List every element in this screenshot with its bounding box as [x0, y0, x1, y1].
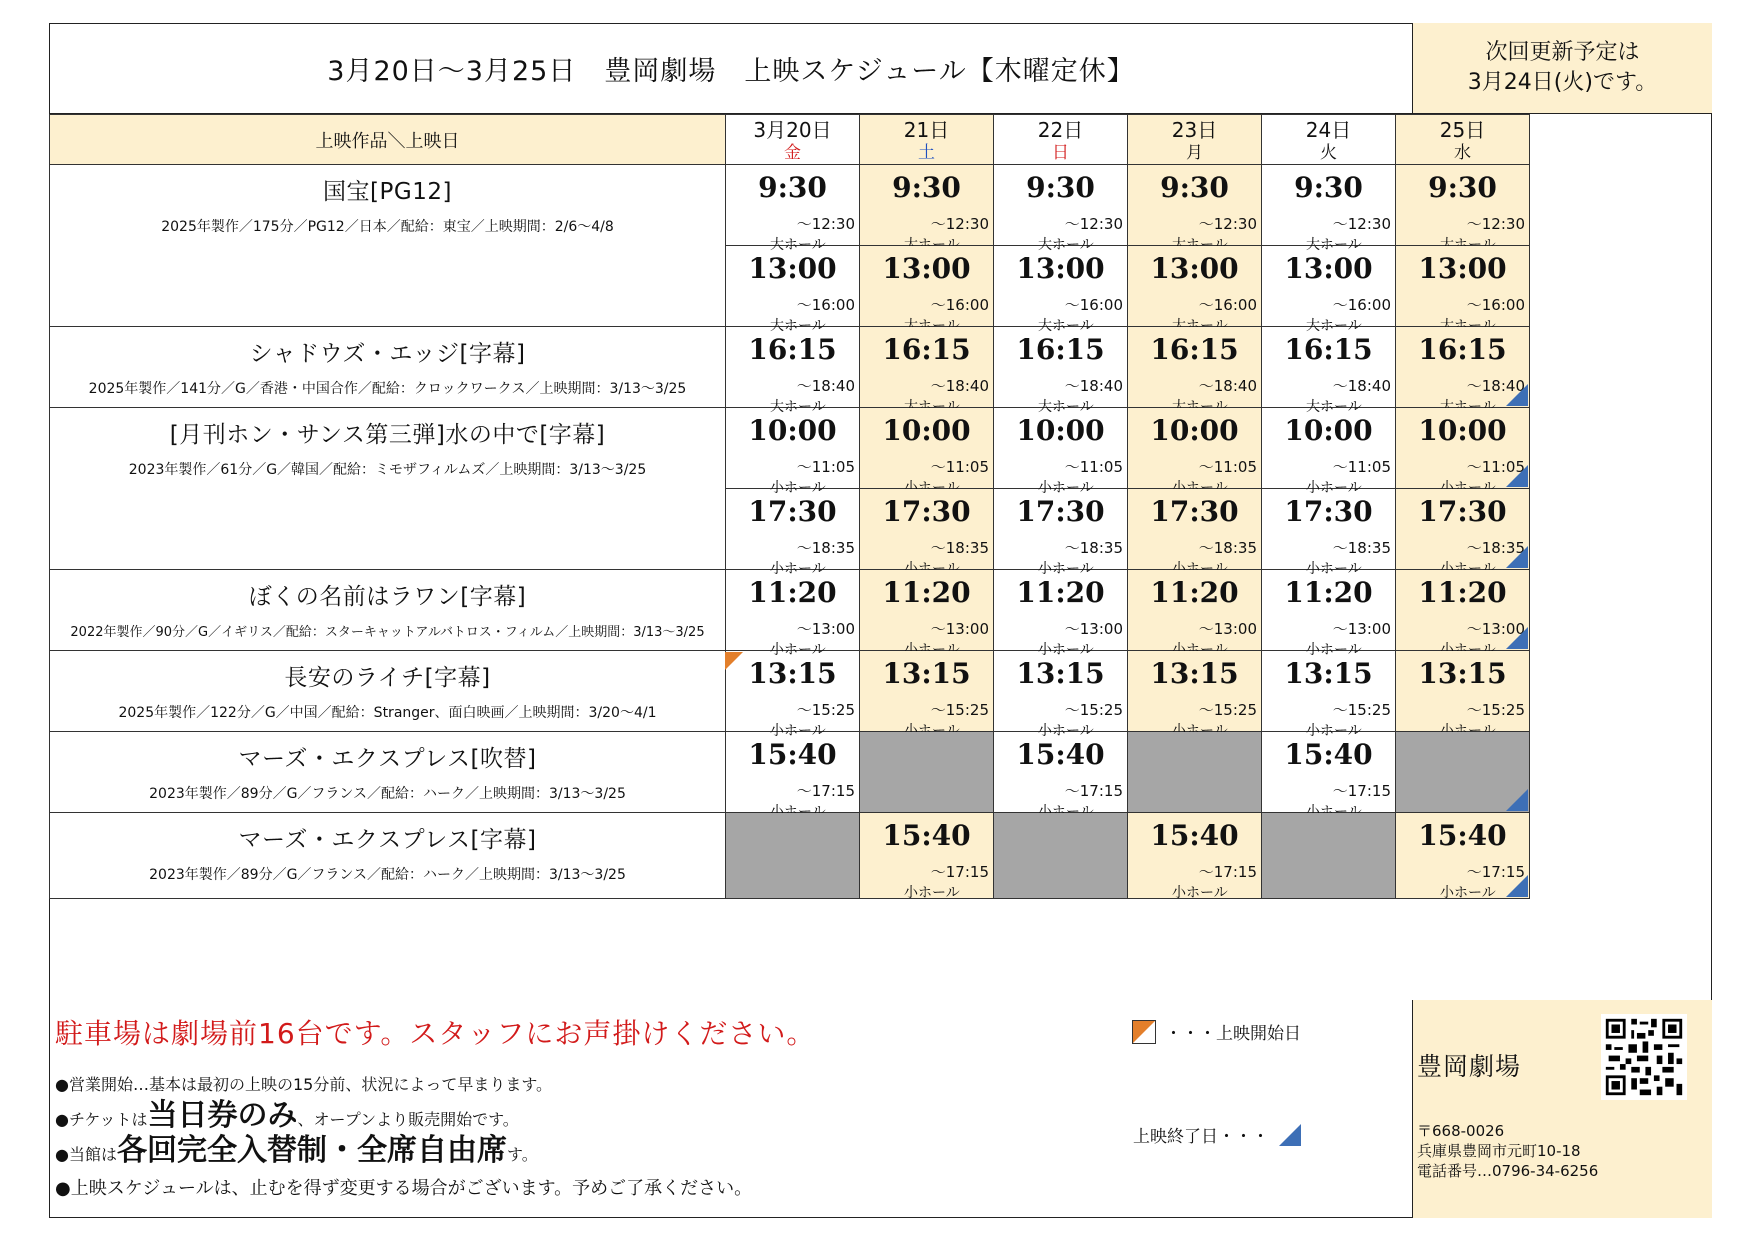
hall-name: 小ホール	[1038, 723, 1094, 739]
page-title: 3月20日～3月25日 豊岡劇場 上映スケジュール【木曜定休】	[49, 23, 1413, 114]
film-cell	[50, 408, 726, 570]
showtime-cell	[1396, 570, 1530, 651]
start-time: 10:00	[1150, 414, 1239, 447]
showtime-cell	[860, 246, 994, 327]
day-header	[1396, 115, 1530, 165]
start-time: 15:40	[1284, 738, 1373, 771]
showtime-cell	[1396, 408, 1530, 489]
end-time: ～11:05	[930, 458, 989, 476]
end-time: ～18:40	[1064, 377, 1123, 395]
end-time: ～13:00	[1332, 620, 1391, 638]
end-time: ～13:00	[930, 620, 989, 638]
end-time: ～18:35	[1332, 539, 1391, 557]
day-date: 3月20日	[753, 117, 832, 142]
end-time: ～18:40	[1466, 377, 1525, 395]
showtime-cell	[860, 813, 994, 899]
ticket-note-big: 当日券のみ	[147, 1098, 298, 1133]
showtime-cell	[994, 246, 1128, 334]
start-time: 10:00	[1284, 414, 1373, 447]
notice-line-1: 次回更新予定は	[1485, 40, 1640, 65]
end-time: ～16:00	[796, 296, 855, 314]
end-time: ～15:25	[1332, 701, 1391, 719]
showtime-cell	[1396, 246, 1530, 327]
end-time: ～13:00	[796, 620, 855, 638]
start-time: 13:00	[1418, 252, 1507, 285]
end-time: ～12:30	[1466, 215, 1525, 233]
street-address: 兵庫県豊岡市元町10-18	[1417, 1142, 1581, 1160]
end-time: ～15:25	[1466, 701, 1525, 719]
end-day-marker-icon	[1506, 465, 1528, 487]
start-time: 10:00	[882, 414, 971, 447]
end-day-marker-icon	[1506, 875, 1528, 897]
end-time: ～12:30	[1332, 215, 1391, 233]
showtime-cell	[994, 651, 1128, 739]
start-time: 16:15	[1418, 333, 1507, 366]
showtime-cell	[1262, 732, 1396, 813]
film-cell	[50, 165, 726, 327]
table-row	[50, 651, 1530, 732]
end-time: ～12:30	[1064, 215, 1123, 233]
film-title: 長安のライチ[字幕]	[284, 665, 491, 691]
showtime-cell	[994, 408, 1128, 496]
hall-name: 大ホール	[1306, 318, 1362, 334]
start-time: 13:15	[882, 657, 971, 690]
showtime-cell	[994, 570, 1128, 658]
showtime-cell	[1262, 570, 1396, 658]
start-time: 11:20	[1016, 576, 1105, 609]
film-title: ぼくの名前はラワン[字幕]	[248, 584, 527, 610]
end-time: ～16:00	[1198, 296, 1257, 314]
end-time: ～15:25	[796, 701, 855, 719]
start-time: 13:00	[1150, 252, 1239, 285]
film-meta: 2025年製作／175分／PG12／日本／配給：東宝／上映期間：2/6～4/8	[161, 219, 614, 235]
end-time: ～17:15	[930, 863, 989, 881]
film-title: 国宝[PG12]	[323, 179, 452, 205]
end-time: ～17:15	[796, 782, 855, 800]
showtime-cell	[726, 732, 860, 813]
film-meta: 2022年製作／90分／G／イギリス／配給：スターキャットアルバトロス・フィルム／上映期間：3/13～3/25	[70, 625, 705, 640]
hall-name: 小ホール	[770, 642, 826, 658]
no-show-cell	[1262, 813, 1396, 899]
end-time: ～13:00	[1198, 620, 1257, 638]
showtime-cell	[1396, 651, 1530, 732]
showtime-cell	[1396, 327, 1530, 408]
start-time: 10:00	[1016, 414, 1105, 447]
theater-name: 豊岡劇場	[1417, 1052, 1522, 1081]
start-time: 16:15	[882, 333, 971, 366]
end-day-marker-icon	[1279, 1124, 1301, 1146]
seating-note-big: 各回完全入替制・全席自由席	[116, 1133, 507, 1168]
showtime-cell	[1128, 165, 1262, 246]
theater-address	[1417, 1121, 1598, 1181]
film-cell	[50, 651, 726, 732]
end-time: ～15:25	[1064, 701, 1123, 719]
day-weekday: 水	[1454, 142, 1471, 163]
showtime-cell	[1262, 408, 1396, 496]
hall-name: 小ホール	[1038, 561, 1094, 577]
end-day-marker-icon	[1506, 789, 1528, 811]
start-time: 15:40	[882, 819, 971, 852]
start-time: 13:15	[748, 657, 837, 690]
showtime-cell	[860, 570, 994, 651]
start-time: 11:20	[1284, 576, 1373, 609]
table-row	[50, 408, 1530, 489]
start-time: 11:20	[882, 576, 971, 609]
start-time: 16:15	[1150, 333, 1239, 366]
hall-name: 小ホール	[1306, 723, 1362, 739]
showtime-cell	[860, 327, 994, 408]
end-time: ～18:35	[796, 539, 855, 557]
day-header	[1262, 115, 1396, 165]
start-time: 13:00	[748, 252, 837, 285]
showtime-cell	[1128, 651, 1262, 732]
end-time: ～18:35	[1466, 539, 1525, 557]
table-row	[50, 813, 1530, 899]
update-notice	[1412, 23, 1712, 114]
start-time: 15:40	[1150, 819, 1239, 852]
showtime-cell	[1396, 165, 1530, 246]
end-time: ～18:40	[1198, 377, 1257, 395]
end-time: ～17:15	[1198, 863, 1257, 881]
day-weekday: 火	[1320, 142, 1337, 163]
end-time: ～12:30	[1198, 215, 1257, 233]
day-weekday: 土	[918, 142, 935, 163]
start-time: 13:15	[1418, 657, 1507, 690]
end-time: ～18:40	[930, 377, 989, 395]
showtime-cell	[1128, 489, 1262, 570]
start-time: 9:30	[758, 171, 827, 204]
start-time: 9:30	[1294, 171, 1363, 204]
no-show-cell	[1128, 732, 1262, 813]
end-day-marker-icon	[1506, 627, 1528, 649]
no-show-cell	[1396, 732, 1530, 813]
legend-end-label: 上映終了日・・・	[1133, 1127, 1269, 1147]
showtime-cell	[726, 165, 860, 253]
end-time: ～11:05	[1466, 458, 1525, 476]
showtime-cell	[860, 489, 994, 570]
end-time: ～11:05	[1064, 458, 1123, 476]
film-cell	[50, 570, 726, 651]
film-title: マーズ・エクスプレス[吹替]	[238, 746, 537, 772]
day-weekday: 金	[784, 142, 801, 163]
end-time: ～17:15	[1466, 863, 1525, 881]
start-time: 10:00	[748, 414, 837, 447]
start-time: 13:00	[1284, 252, 1373, 285]
hall-name: 大ホール	[770, 237, 826, 253]
hall-name: 小ホール	[1440, 885, 1496, 901]
ticket-note-pre: ●チケットは	[55, 1110, 148, 1129]
showtime-cell	[726, 408, 860, 496]
end-day-marker-icon	[1506, 384, 1528, 406]
showtime-cell	[1262, 489, 1396, 577]
no-show-cell	[860, 732, 994, 813]
start-time: 17:30	[1284, 495, 1373, 528]
day-weekday: 月	[1186, 142, 1203, 163]
day-header	[726, 115, 860, 165]
end-time: ～16:00	[1332, 296, 1391, 314]
day-header	[1128, 115, 1262, 165]
showtime-cell	[726, 327, 860, 415]
seating-note	[55, 1125, 538, 1169]
hall-name: 大ホール	[770, 399, 826, 415]
hall-name: 小ホール	[1306, 561, 1362, 577]
film-meta: 2023年製作／89分／G／フランス／配給：ハーク／上映期間：3/13～3/25	[149, 786, 626, 802]
showtime-cell	[1262, 651, 1396, 739]
start-time: 16:15	[748, 333, 837, 366]
film-meta: 2025年製作／122分／G／中国／配給：Stranger、面白映画／上映期間：3/20～4/1	[118, 705, 657, 721]
end-day-marker-icon	[1506, 546, 1528, 568]
parking-notice: 駐車場は劇場前16台です。スタッフにお声掛けください。	[55, 1017, 816, 1050]
day-header	[994, 115, 1128, 165]
showtime-cell	[726, 651, 860, 739]
start-time: 13:00	[882, 252, 971, 285]
end-time: ～11:05	[1332, 458, 1391, 476]
day-header	[860, 115, 994, 165]
showtime-cell	[1396, 813, 1530, 899]
showtime-cell	[1396, 489, 1530, 570]
theater-info	[1412, 1000, 1712, 1218]
film-meta: 2023年製作／61分／G／韓国／配給：ミモザフィルムズ／上映期間：3/13～3/25	[128, 462, 647, 478]
showtime-cell	[860, 651, 994, 732]
start-time: 13:15	[1150, 657, 1239, 690]
showtime-cell	[1262, 165, 1396, 253]
showtime-cell	[994, 327, 1128, 415]
end-time: ～16:00	[930, 296, 989, 314]
change-note: ●上映スケジュールは、止むを得ず変更する場合がございます。予めご了承ください。	[55, 1178, 753, 1199]
film-cell	[50, 813, 726, 899]
hall-name: 大ホール	[1038, 237, 1094, 253]
hall-name: 大ホール	[1038, 318, 1094, 334]
legend-end	[1133, 1122, 1301, 1147]
film-title: [月刊ホン・サンス第三弾]水の中で[字幕]	[169, 422, 606, 448]
day-date: 24日	[1305, 117, 1352, 142]
start-time: 9:30	[1026, 171, 1095, 204]
hall-name: 小ホール	[1306, 480, 1362, 496]
hall-name: 小ホール	[770, 561, 826, 577]
showtime-cell	[726, 570, 860, 658]
ticket-note-post: 、オープンより販売開始です。	[297, 1110, 519, 1129]
seating-note-post: す。	[506, 1145, 538, 1164]
showtime-cell	[1128, 570, 1262, 651]
postal-code: 〒668-0026	[1417, 1122, 1505, 1140]
start-time: 13:00	[1016, 252, 1105, 285]
start-time: 17:30	[1418, 495, 1507, 528]
end-time: ～13:00	[1466, 620, 1525, 638]
hall-name: 小ホール	[770, 723, 826, 739]
start-time: 9:30	[1160, 171, 1229, 204]
hall-name: 小ホール	[1172, 885, 1228, 901]
start-time: 9:30	[892, 171, 961, 204]
start-time: 11:20	[1418, 576, 1507, 609]
hall-name: 大ホール	[1306, 399, 1362, 415]
showtime-cell	[860, 408, 994, 489]
end-time: ～16:00	[1466, 296, 1525, 314]
showtime-cell	[994, 489, 1128, 577]
hall-name: 小ホール	[904, 885, 960, 901]
film-title: マーズ・エクスプレス[字幕]	[238, 827, 537, 853]
legend-start-label: ・・・上映開始日	[1165, 1024, 1301, 1044]
showtime-cell	[994, 165, 1128, 253]
showtime-cell	[1262, 246, 1396, 334]
notice-line-2: 3月24日(火)です。	[1467, 70, 1658, 95]
end-time: ～11:05	[796, 458, 855, 476]
start-time: 11:20	[1150, 576, 1239, 609]
film-title: シャドウズ・エッジ[字幕]	[249, 341, 526, 367]
start-time: 17:30	[748, 495, 837, 528]
showtime-cell	[1262, 327, 1396, 415]
day-weekday: 日	[1052, 142, 1069, 163]
showtime-cell	[1128, 246, 1262, 327]
start-time: 9:30	[1428, 171, 1497, 204]
end-time: ～13:00	[1064, 620, 1123, 638]
schedule-table	[49, 114, 1530, 899]
hall-name: 大ホール	[770, 318, 826, 334]
qr-code-icon[interactable]	[1601, 1014, 1687, 1100]
hall-name: 小ホール	[1038, 642, 1094, 658]
film-cell	[50, 327, 726, 408]
showtime-cell	[994, 732, 1128, 813]
film-cell	[50, 732, 726, 813]
end-time: ～12:30	[796, 215, 855, 233]
no-show-cell	[994, 813, 1128, 899]
start-day-marker-icon	[1133, 1021, 1155, 1043]
start-time: 11:20	[748, 576, 837, 609]
end-time: ～15:25	[1198, 701, 1257, 719]
table-row	[50, 570, 1530, 651]
day-date: 23日	[1171, 117, 1218, 142]
end-time: ～18:40	[1332, 377, 1391, 395]
hall-name: 小ホール	[1038, 480, 1094, 496]
start-time: 15:40	[1016, 738, 1105, 771]
showtime-cell	[1128, 813, 1262, 899]
start-time: 13:15	[1284, 657, 1373, 690]
start-day-marker-icon	[725, 652, 743, 670]
hall-name: 大ホール	[1038, 399, 1094, 415]
end-time: ～18:35	[930, 539, 989, 557]
end-time: ～18:35	[1064, 539, 1123, 557]
opening-note: ●営業開始…基本は最初の上映の15分前、状況によって早まります。	[55, 1075, 553, 1094]
start-time: 17:30	[1150, 495, 1239, 528]
phone-number: 電話番号…0796-34-6256	[1417, 1162, 1599, 1180]
start-time: 17:30	[1016, 495, 1105, 528]
end-time: ～16:00	[1064, 296, 1123, 314]
start-time: 13:15	[1016, 657, 1105, 690]
hall-name: 小ホール	[1306, 642, 1362, 658]
start-time: 15:40	[1418, 819, 1507, 852]
seating-note-pre: ●当館は	[55, 1145, 117, 1164]
hall-name: 小ホール	[770, 480, 826, 496]
legend-start	[1133, 1019, 1301, 1044]
hall-name: 大ホール	[1306, 237, 1362, 253]
start-time: 16:15	[1016, 333, 1105, 366]
showtime-cell	[1128, 408, 1262, 489]
end-time: ～12:30	[930, 215, 989, 233]
day-date: 22日	[1037, 117, 1084, 142]
end-time: ～11:05	[1198, 458, 1257, 476]
day-date: 21日	[903, 117, 950, 142]
film-meta: 2025年製作／141分／G／香港・中国合作／配給：クロックワークス／上映期間：3/13～3/25	[88, 381, 687, 397]
end-time: ～18:35	[1198, 539, 1257, 557]
table-row	[50, 327, 1530, 408]
start-time: 16:15	[1284, 333, 1373, 366]
start-time: 10:00	[1418, 414, 1507, 447]
showtime-cell	[1128, 327, 1262, 408]
end-time: ～17:15	[1064, 782, 1123, 800]
corner-label: 上映作品＼上映日	[50, 115, 726, 165]
film-meta: 2023年製作／89分／G／フランス／配給：ハーク／上映期間：3/13～3/25	[149, 867, 626, 883]
table-row	[50, 165, 1530, 246]
no-show-cell	[726, 813, 860, 899]
showtime-cell	[726, 489, 860, 577]
start-time: 15:40	[748, 738, 837, 771]
table-row	[50, 732, 1530, 813]
end-time: ～18:40	[796, 377, 855, 395]
start-time: 17:30	[882, 495, 971, 528]
showtime-cell	[726, 246, 860, 334]
showtime-cell	[860, 165, 994, 246]
day-date: 25日	[1439, 117, 1486, 142]
end-time: ～15:25	[930, 701, 989, 719]
end-time: ～17:15	[1332, 782, 1391, 800]
